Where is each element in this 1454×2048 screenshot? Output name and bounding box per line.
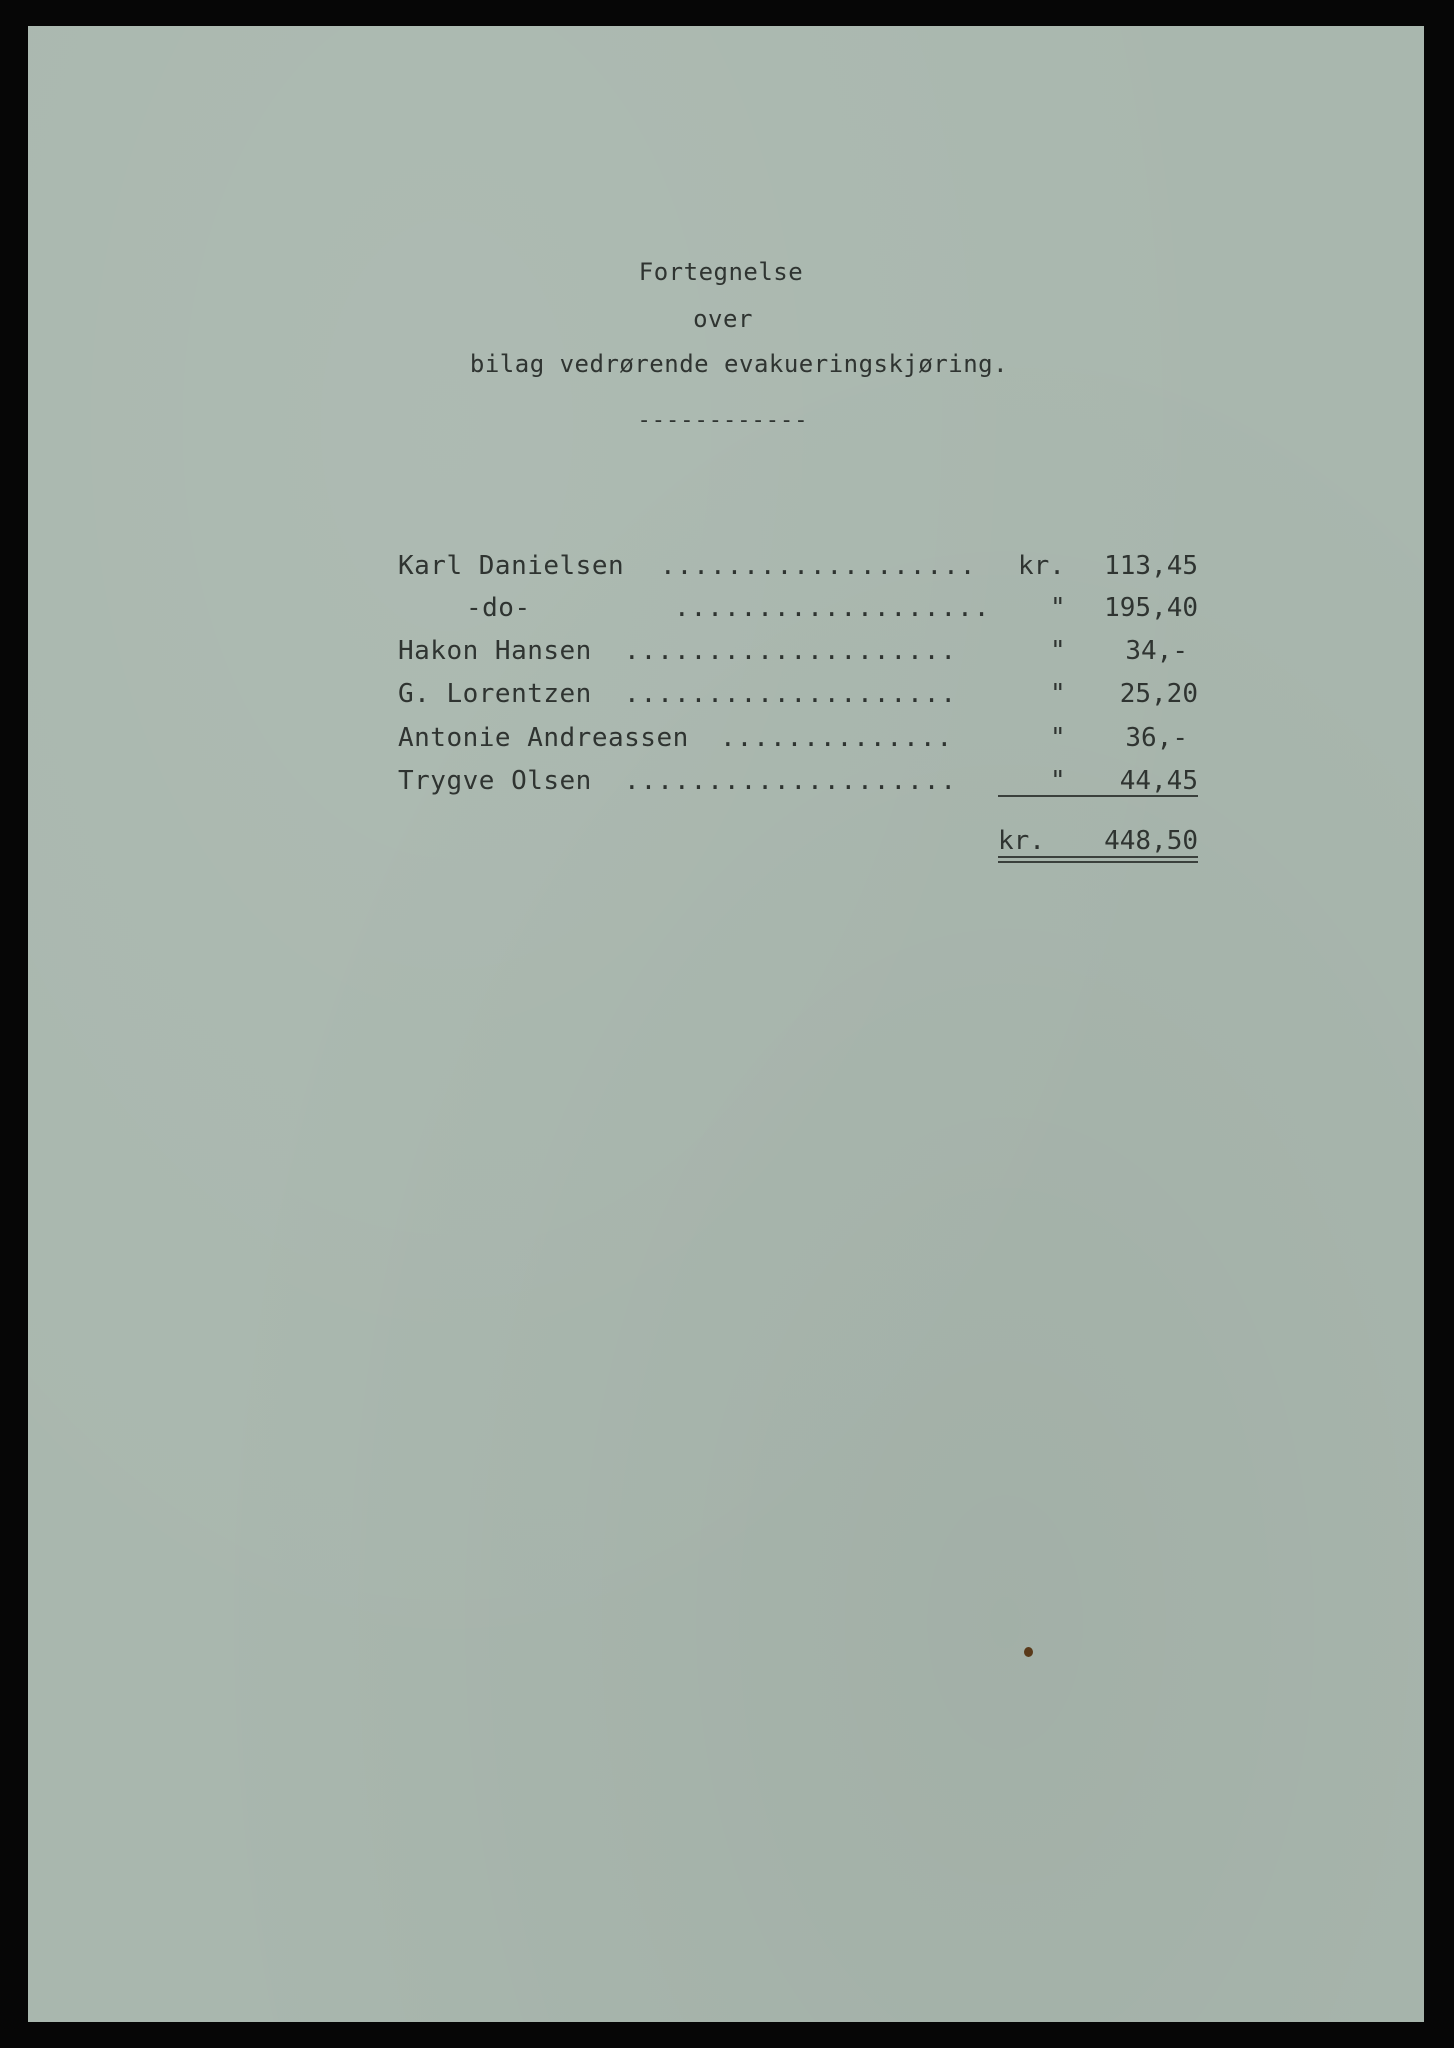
entry-row bbox=[398, 551, 1198, 591]
entry-row bbox=[398, 723, 1198, 763]
entry-row bbox=[398, 766, 1198, 806]
title-rule: ------------ bbox=[637, 408, 809, 433]
entry-row bbox=[398, 636, 1198, 676]
title-line-1: Fortegnelse bbox=[638, 258, 804, 286]
entry-name: G. Lorentzen bbox=[398, 679, 592, 709]
total-row bbox=[998, 826, 1198, 946]
entry-amount: 195,40 bbox=[1104, 593, 1198, 623]
subtotal-underline bbox=[998, 795, 1198, 797]
total-double-underline bbox=[998, 856, 1198, 863]
entry-currency: " bbox=[1050, 723, 1066, 753]
entry-dots: .................... bbox=[624, 636, 958, 666]
entry-name: Karl Danielsen bbox=[398, 551, 625, 581]
entry-currency: " bbox=[1050, 766, 1066, 796]
entry-dots: .................... bbox=[624, 679, 958, 709]
entry-dots: .................... bbox=[624, 766, 958, 796]
entry-amount: 25,20 bbox=[1119, 679, 1198, 709]
title-line-2: over bbox=[693, 305, 753, 333]
entry-row bbox=[398, 679, 1198, 719]
title-line-3: bilag vedrørende evakueringskjøring. bbox=[469, 350, 1009, 378]
entry-dots: ................... bbox=[674, 593, 991, 623]
entry-name: Trygve Olsen bbox=[398, 766, 592, 796]
entry-amount: 36,- bbox=[1125, 723, 1188, 753]
entry-dots: .............. bbox=[720, 723, 954, 753]
entry-dots: ................... bbox=[660, 551, 977, 581]
paper-speck bbox=[1024, 1647, 1033, 1657]
entry-currency: kr. bbox=[1018, 551, 1065, 581]
entry-name: -do- bbox=[466, 593, 531, 623]
entry-row bbox=[398, 593, 1198, 633]
entry-currency: " bbox=[1050, 636, 1066, 666]
total-amount: 448,50 bbox=[1104, 826, 1198, 856]
total-currency: kr. bbox=[998, 826, 1045, 856]
entry-amount: 44,45 bbox=[1119, 766, 1198, 796]
entry-amount: 113,45 bbox=[1104, 551, 1198, 581]
document-page bbox=[28, 26, 1424, 2022]
entry-name: Hakon Hansen bbox=[398, 636, 592, 666]
entry-amount: 34,- bbox=[1125, 636, 1188, 666]
entry-currency: " bbox=[1050, 679, 1066, 709]
entry-currency: " bbox=[1050, 593, 1066, 623]
entry-name: Antonie Andreassen bbox=[398, 723, 689, 753]
